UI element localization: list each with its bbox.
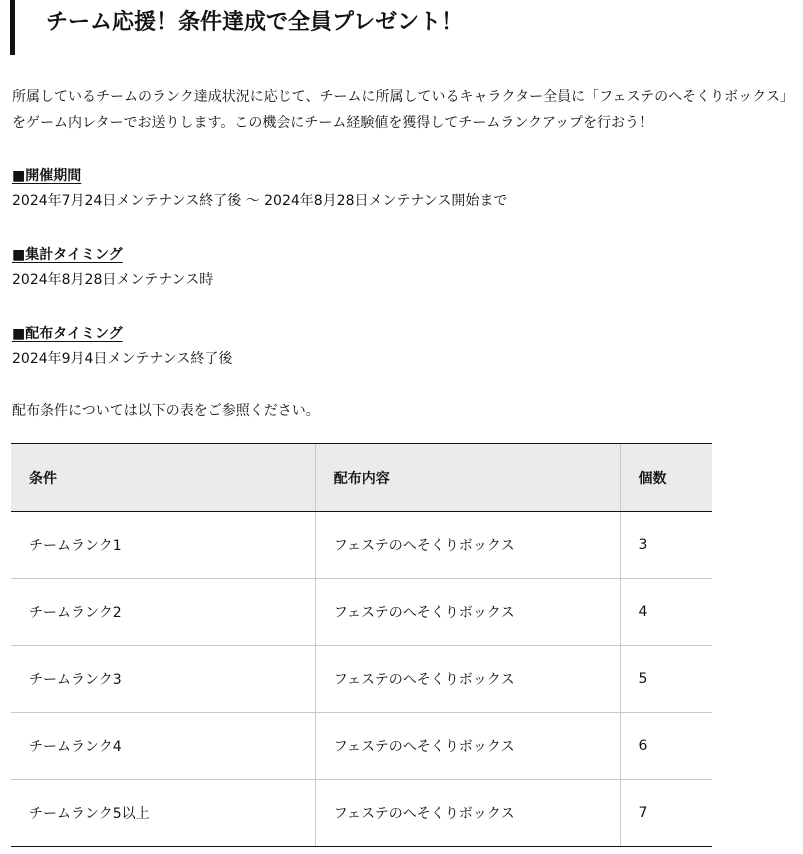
cell-count: 6 (620, 713, 712, 780)
cell-count: 5 (620, 646, 712, 713)
cell-condition: チームランク3 (11, 646, 315, 713)
distribution-table (11, 443, 712, 847)
cell-content: フェステのへそくりボックス (315, 713, 620, 780)
cell-content: フェステのへそくりボックス (315, 579, 620, 646)
header-count: 個数 (620, 444, 712, 512)
cell-count: 7 (620, 780, 712, 847)
cell-content: フェステのへそくりボックス (315, 512, 620, 579)
period-text: 2024年7月24日メンテナンス終了後 ～ 2024年8月28日メンテナンス開始まで (12, 193, 508, 209)
table-row (11, 646, 712, 713)
table-row (11, 713, 712, 780)
cell-count: 4 (620, 579, 712, 646)
table-header-row (11, 444, 712, 512)
cell-condition: チームランク2 (11, 579, 315, 646)
intro-paragraph: 所属しているチームのランク達成状況に応じて、チームに所属しているキャラクター全員に「フェステのへそくりボックス」をゲーム内レターでお送りします。この機会にチーム経験値を獲得してチームランクアップを行おう！ (12, 89, 788, 131)
table-note: 配布条件については以下の表をご参照ください。 (12, 403, 320, 419)
distribution-timing-text: 2024年9月4日メンテナンス終了後 (12, 351, 233, 367)
table-row (11, 512, 712, 579)
cell-condition: チームランク5以上 (11, 780, 315, 847)
page-title: チーム応援！条件達成で全員プレゼント！ (46, 10, 464, 35)
period-heading: ■開催期間 (12, 168, 82, 184)
table-row (11, 780, 712, 847)
table-row (11, 579, 712, 646)
cell-condition: チームランク4 (11, 713, 315, 780)
cell-condition: チームランク1 (11, 512, 315, 579)
title-accent-bar (10, 0, 15, 55)
header-content: 配布内容 (315, 444, 620, 512)
cell-count: 3 (620, 512, 712, 579)
header-condition: 条件 (11, 444, 315, 512)
tally-timing-text: 2024年8月28日メンテナンス時 (12, 272, 214, 288)
distribution-timing-heading: ■配布タイミング (12, 326, 123, 342)
tally-timing-heading: ■集計タイミング (12, 247, 123, 263)
cell-content: フェステのへそくりボックス (315, 646, 620, 713)
cell-content: フェステのへそくりボックス (315, 780, 620, 847)
